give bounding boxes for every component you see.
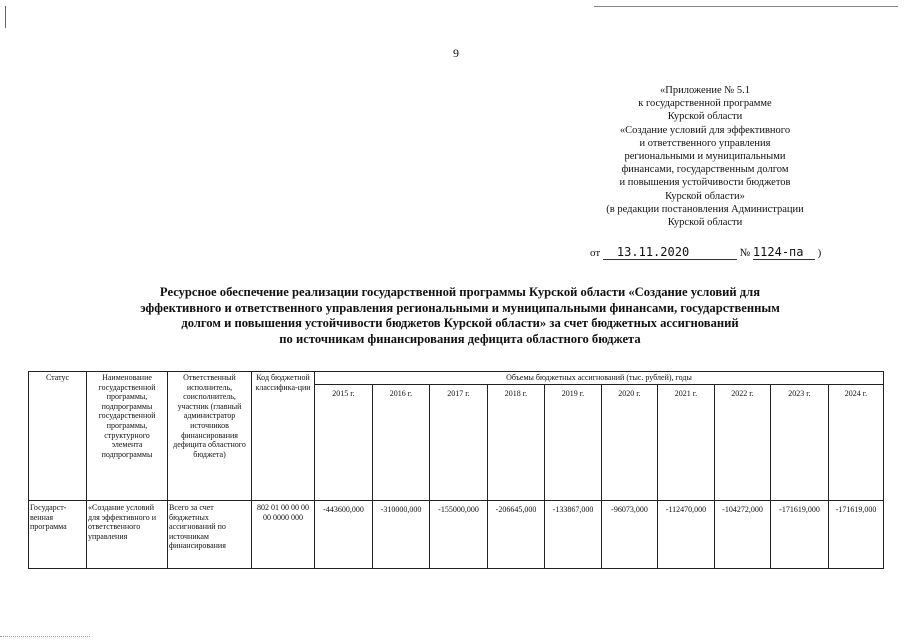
decree-date: 13.11.2020 xyxy=(603,246,737,260)
cell-name-text: «Создание условий для эффективного и ответственного управления xyxy=(88,503,156,541)
appendix-line: (в редакции постановления Администрации xyxy=(606,203,804,215)
resource-table xyxy=(28,371,884,569)
appendix-line: и повышения устойчивости бюджетов xyxy=(619,177,791,189)
header-year: 2020 г. xyxy=(602,385,658,501)
bottom-scan-mark xyxy=(0,636,90,637)
page-number: 9 xyxy=(453,46,459,60)
cell-value: -112470,000 xyxy=(658,501,715,569)
heading-line: по источникам финансирования дефицита областного бюджета xyxy=(279,331,641,346)
from-label: от xyxy=(590,247,601,259)
header-status: Статус xyxy=(29,372,87,501)
appendix-line: и ответственного управления xyxy=(639,137,771,149)
appendix-line: к государственной программе xyxy=(638,98,772,110)
heading-line: долгом и повышения устойчивости бюджетов Курской области» за счет бюджетных ассигнований xyxy=(181,316,739,330)
appendix-block xyxy=(560,84,850,229)
cell-value: -133867,000 xyxy=(545,501,602,569)
decree-number: 1124-па xyxy=(753,246,815,260)
cell-value: -171619,000 xyxy=(829,501,884,569)
cell-code xyxy=(252,501,315,569)
cell-name xyxy=(87,501,168,569)
appendix-line: Курской области» xyxy=(665,190,745,202)
cell-code-text: 802 01 00 00 00 00 0000 000 xyxy=(257,503,309,522)
cell-value: -206645,000 xyxy=(488,501,545,569)
cell-status-text: Государст-венная программа xyxy=(30,503,67,532)
table-row xyxy=(29,501,884,569)
left-margin-mark xyxy=(5,6,6,28)
cell-value: -310000,000 xyxy=(373,501,430,569)
appendix-line: Курской области xyxy=(667,217,743,229)
close-paren: ) xyxy=(817,247,822,259)
header-code: Код бюджетной классифика-ции xyxy=(252,372,315,501)
header-year: 2021 г. xyxy=(658,385,715,501)
cell-value: -96073,000 xyxy=(602,501,658,569)
appendix-line: финансами, государственным долгом xyxy=(621,164,789,176)
heading-line: эффективного и ответственного управления региональными и муниципальными финансами, государственным xyxy=(140,300,780,315)
header-year: 2019 г. xyxy=(545,385,602,501)
number-label: № xyxy=(739,247,751,259)
header-year: 2018 г. xyxy=(488,385,545,501)
cell-responsible-text: Всего за счет бюджетных ассигнований по источникам финансирования xyxy=(169,503,226,551)
cell-status xyxy=(29,501,87,569)
heading-line: Ресурсное обеспечение реализации государственной программы Курской области «Создание условий для xyxy=(159,285,761,299)
decree-date-line xyxy=(590,246,821,260)
header-name: Наименование государственной программы, подпрограммы государственной программы, структурного элемента подпрограммы xyxy=(87,372,168,501)
table-header-row xyxy=(29,372,884,385)
appendix-line: «Создание условий для эффективного xyxy=(619,124,791,136)
header-year: 2017 г. xyxy=(430,385,488,501)
document-heading xyxy=(40,285,880,347)
header-volumes: Объемы бюджетных ассигнований (тыс. рублей), годы xyxy=(315,372,884,385)
header-year: 2015 г. xyxy=(315,385,373,501)
cell-value: -171619,000 xyxy=(771,501,829,569)
appendix-line: «Приложение № 5.1 xyxy=(660,85,750,96)
header-year: 2024 г. xyxy=(829,385,884,501)
cell-value: -104272,000 xyxy=(715,501,771,569)
cell-responsible xyxy=(168,501,252,569)
cell-value: -155000,000 xyxy=(430,501,488,569)
header-responsible: Ответственный исполнитель, соисполнитель, участник (главный администратор источников финансирования дефицита областного бюджета) xyxy=(168,372,252,501)
top-rule xyxy=(594,6,898,7)
appendix-line: региональными и муниципальными xyxy=(624,151,786,163)
cell-value: -443600,000 xyxy=(315,501,373,569)
header-year: 2023 г. xyxy=(771,385,829,501)
appendix-line: Курской области xyxy=(667,111,743,123)
header-year: 2016 г. xyxy=(373,385,430,501)
header-year: 2022 г. xyxy=(715,385,771,501)
